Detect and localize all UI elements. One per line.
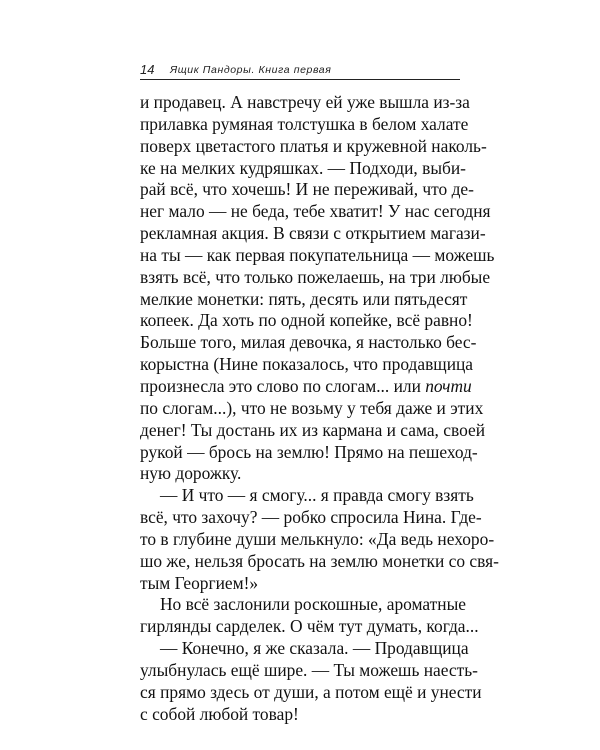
text-line: ную дорожку. bbox=[140, 463, 242, 484]
running-header bbox=[140, 62, 458, 78]
text-segment: произнесла это слово по слогам... или bbox=[140, 375, 426, 396]
text-line: по слогам...), что не возьму у тебя даже и этих bbox=[140, 397, 484, 418]
text-line: прилавка румяная толстушка в белом халате bbox=[140, 113, 469, 134]
text-line: нег мало — не беда, тебе хватит! У нас сегодня bbox=[140, 201, 491, 222]
text-line: взять всё, что только пожелаешь, на три любые bbox=[140, 266, 491, 287]
text-line: рекламная акция. В связи с открытием магази- bbox=[140, 223, 486, 244]
running-title: Ящик Пандоры. Книга первая bbox=[170, 64, 332, 76]
text-line: улыбнулась ещё шире. — Ты можешь наесть- bbox=[140, 659, 478, 680]
text-line: рай всё, что хочешь! И не переживай, что де- bbox=[140, 179, 474, 200]
text-line: Больше того, милая девочка, я настолько бес- bbox=[140, 332, 477, 353]
text-line: гирлянды сарделек. О чём тут думать, когда... bbox=[140, 616, 479, 637]
text-line: и продавец. А навстречу ей уже вышла из-за bbox=[140, 92, 470, 112]
text-line: ся прямо здесь от души, а потом ещё и унести bbox=[140, 681, 482, 702]
text-line: Но всё заслонили роскошные, ароматные bbox=[160, 594, 466, 615]
text-line: рукой — брось на землю! Прямо на пешеход- bbox=[140, 441, 478, 462]
text-line: поверх цветастого платья и кружевной наколь- bbox=[140, 135, 487, 156]
text-line: мелкие монетки: пять, десять или пятьдесят bbox=[140, 288, 468, 309]
emphasized-word: почти bbox=[425, 375, 472, 396]
text-line: ке на мелких кудряшках. — Подходи, выби- bbox=[140, 157, 466, 178]
text-line: денег! Ты достань их из кармана и сама, своей bbox=[140, 419, 486, 440]
text-line bbox=[140, 375, 472, 398]
text-line: корыстна (Нине показалось, что продавщица bbox=[140, 354, 474, 375]
text-line: с собой любой товар! bbox=[140, 703, 299, 724]
body-text bbox=[140, 92, 499, 725]
header-rule bbox=[140, 79, 460, 80]
text-line: копеек. Да хоть по одной копейке, всё равно! bbox=[140, 310, 473, 331]
text-line: — Конечно, я же сказала. — Продавщица bbox=[160, 638, 469, 659]
text-line: шо же, нельзя бросать на землю монетки со свя- bbox=[140, 550, 499, 571]
text-line: тым Георгием!» bbox=[140, 572, 259, 593]
text-line: то в глубине души мелькнуло: «Да ведь нехоро- bbox=[140, 528, 495, 549]
text-line: — И что — я смогу... я правда смогу взять bbox=[160, 485, 474, 506]
text-line: на ты — как первая покупательница — можешь bbox=[140, 244, 495, 265]
text-line: всё, что захочу? — робко спросила Нина. Где- bbox=[140, 507, 482, 528]
page-number: 14 bbox=[140, 62, 155, 77]
